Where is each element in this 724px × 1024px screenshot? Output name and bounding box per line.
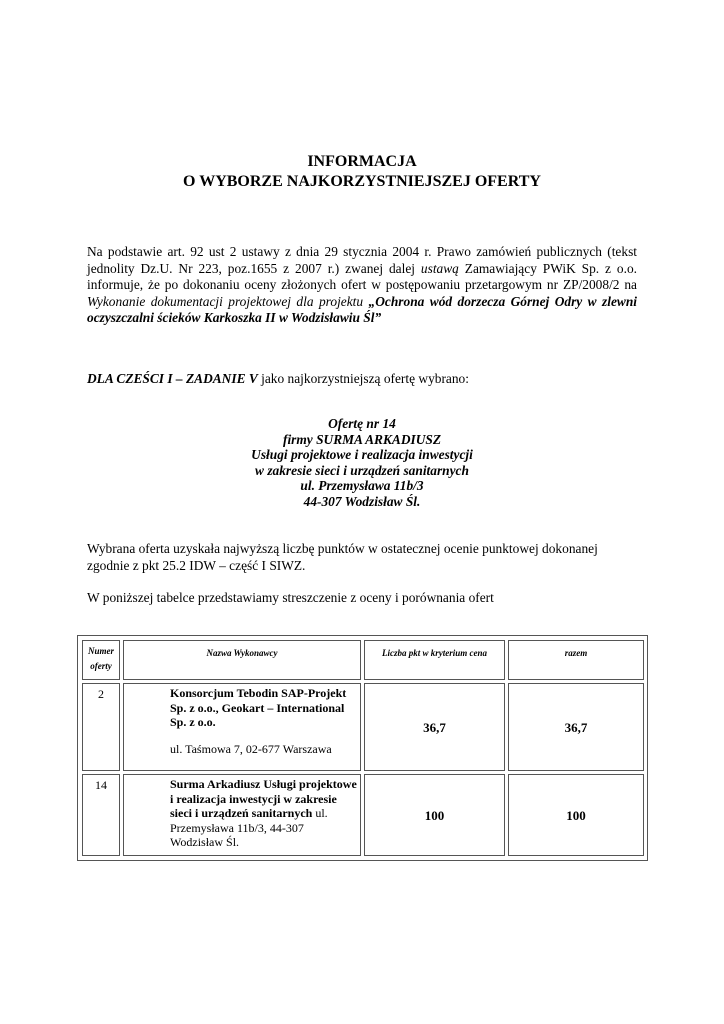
row-2-name-line-3: sieci i urządzeń sanitarnych [170,806,313,820]
row-1-address: ul. Taśmowa 7, 02-677 Warszawa [170,741,332,756]
offer-service-2: w zakresie sieci i urządzeń sanitarnych [255,462,469,478]
offers-table [77,635,648,861]
title-line-1: INFORMACJA [307,153,417,170]
header-price-points: Liczba pkt w kryterium cena [364,640,505,680]
header-total: razem [508,640,644,680]
header-offer-number [82,640,120,680]
intro-line-2 [87,261,637,278]
header-num-line-1: Numer [87,646,114,656]
header-num-line-2: oferty [90,661,112,671]
result-line-1: Wybrana oferta uzyskała najwyższą liczbę punktów w ostatecznej ocenie punktowej dokonanej [87,541,598,556]
offer-city: 44-307 Wodzisław Śl. [303,493,421,509]
offer-service-1: Usługi projektowe i realizacja inwestycji [251,447,473,462]
row-2-points: 100 [364,774,505,856]
result-paragraph [87,541,598,574]
section-line [87,371,469,388]
offer-number: Ofertę nr 14 [328,416,396,431]
intro-line-4 [87,294,637,311]
row-2-address-line-2: Wodzisław Śl. [170,835,240,849]
section-text: jako najkorzystniejszą ofertę wybrano: [257,371,469,386]
section-label: DLA CZEŚCI I – ZADANIE V [87,371,258,386]
intro-line-2-tail: Zamawiający PWiK Sp. z o.o. [458,260,637,276]
row-1-name-line-3: Sp. z o.o. [170,715,216,729]
header-contractor-name: Nazwa Wykonawcy [123,640,361,680]
offer-street: ul. Przemysława 11b/3 [300,478,424,493]
row-2-name-line-1: Surma Arkadiusz Usługi projektowe [170,777,357,791]
result-line-2: zgodnie z pkt 25.2 IDW – część I SIWZ. [87,557,306,573]
intro-paragraph [87,244,637,327]
row-2-total: 100 [508,774,644,856]
document-title [0,152,724,192]
row-2-name-line-3-tail: ul. [312,806,328,820]
row-2-contractor [123,774,361,856]
row-2-address-line-1: Przemysława 11b/3, 44-307 [170,820,304,835]
row-2-name-line-2: i realizacja inwestycji w zakresie [170,791,337,806]
row-1-name-line-1: Konsorcjum Tebodin SAP-Projekt [170,686,347,700]
title-line-2: O WYBORZE NAJKORZYSTNIEJSZEJ OFERTY [183,173,541,190]
project-intro-text: Wykonanie dokumentacji projektowej dla projektu [87,293,369,309]
selected-offer-block [0,416,724,509]
row-1-name-line-2: Sp. z o.o., Geokart – International [170,700,345,715]
row-1-points: 36,7 [364,683,505,771]
intro-line-2-text: jednolity Dz.U. Nr 223, poz.1655 z 2007 r.) zwanej dalej [87,260,421,276]
summary-text: W poniższej tabelce przedstawiamy streszczenie z oceny i porównania ofert [87,590,494,605]
project-name-end: oczyszczalni ścieków Karkoszka II w Wodzisławiu Śl” [87,310,382,325]
offer-company: firmy SURMA ARKADIUSZ [283,431,441,447]
intro-line-1: Na podstawie art. 92 ust 2 ustawy z dnia 29 stycznia 2004 r. Prawo zamówień publicznych (tekst [87,244,637,259]
ustawa-term: ustawą [420,260,459,276]
row-1-number: 2 [82,683,120,771]
row-1-contractor [123,683,361,771]
row-1-total: 36,7 [508,683,644,771]
project-name-start: „Ochrona wód dorzecza Górnej Odry w zlewni [368,293,638,309]
intro-line-3: informuje, że po dokonaniu oceny złożonych ofert w postępowaniu przetargowym nr ZP/2008/2 na [87,277,637,292]
row-2-number: 14 [82,774,120,856]
